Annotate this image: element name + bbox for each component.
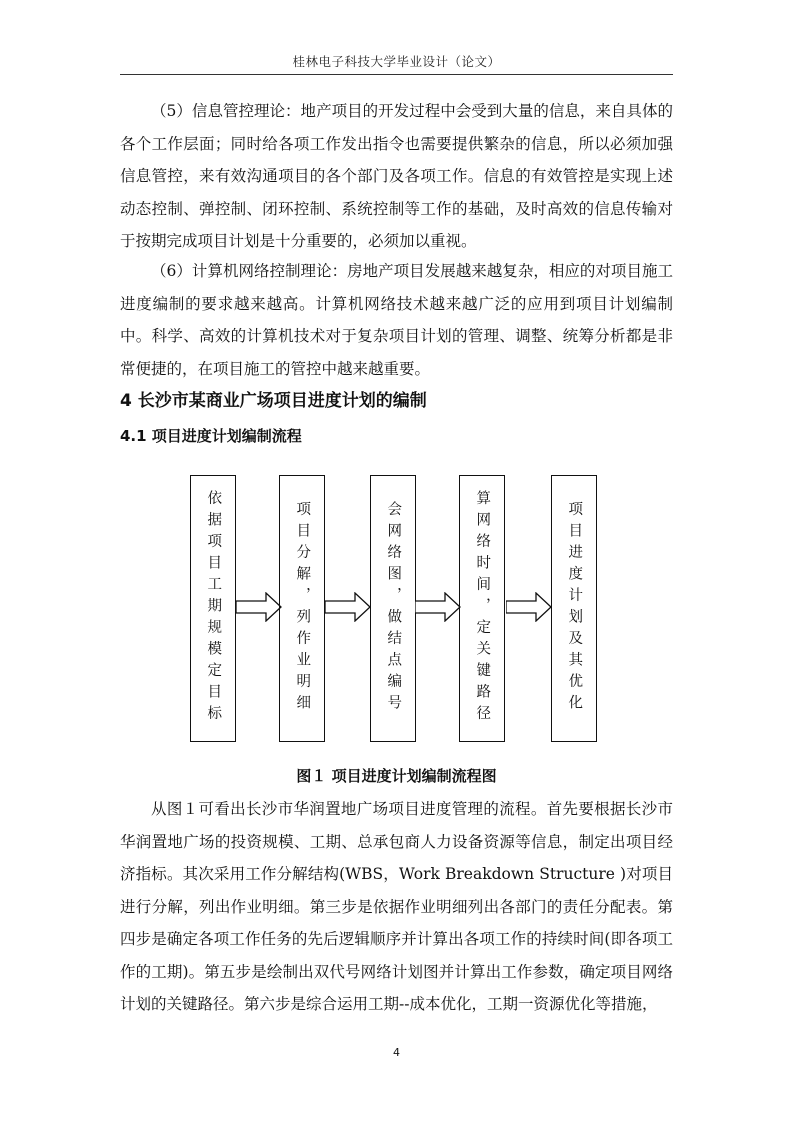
paragraph-network-control: （6）计算机网络控制理论：房地产项目发展越来越复杂，相应的对项目施工进度编制的要求越来越高。计算机网络技术越来越广泛的应用到项目计划编制中。科学、高效的计算机技术对于复杂项目计划的管理、调整、统筹分析都是非常便捷的，在项目施工的管控中越来越重要。 <box>120 262 673 378</box>
flow-arrow-3-icon <box>415 592 461 622</box>
flow-step-1-label: 依据项目工期规模定目标 <box>205 490 222 727</box>
flow-step-5 <box>551 475 597 742</box>
header-rule <box>120 74 673 75</box>
flow-step-3-label: 会网络图，做结点编号 <box>385 501 402 716</box>
paragraph-info-control: （5）信息管控理论：地产项目的开发过程中会受到大量的信息，来自具体的各个工作层面；同时给各项工作发出指令也需要提供繁杂的信息，所以必须加强信息管控，来有效沟通项目的各个部门及各项工作。信息的有效管控是实现上述动态控制、弹控制、闭环控制、系统控制等工作的基础，及时高效的信息传输对于按期完成项目计划是十分重要的，必须加以重视。 <box>120 102 673 250</box>
paragraph-flow-description: 从图１可看出长沙市华润置地广场项目进度管理的流程。首先要根据长沙市华润置地广场的投资规模、工期、总承包商人力设备资源等信息，制定出项目经济指标。其次采用工作分解结构(WBS，Work Breakdown Structure )对项目进行分解，列出作业明细。第三步是依据作业明细列出各部门的责任分配表。第四步是确定各项工作任务的先后逻辑顺序并计算出各项工作的持续时间(即各项工作的工期)。第五步是绘制出双代号网络计划图并计算出工作参数，确定项目网络计划的关键路径。第六步是综合运用工期--成本优化，工期一资源优化等措施， <box>120 800 673 1013</box>
flow-step-4 <box>459 475 505 742</box>
flow-step-1 <box>190 475 236 742</box>
flow-arrow-1-icon <box>236 592 282 622</box>
flow-step-2-label: 项目分解，列作业明细 <box>294 501 311 716</box>
running-header: 桂林电子科技大学毕业设计（论文） <box>292 54 501 69</box>
page-number: 4 <box>393 1046 400 1059</box>
section-heading-4: 4 长沙市某商业广场项目进度计划的编制 <box>120 391 427 411</box>
section-heading-4-1: 4.1 项目进度计划编制流程 <box>120 427 302 445</box>
flow-arrow-2-icon <box>325 592 371 622</box>
flow-step-3 <box>370 475 416 742</box>
figure-caption: 图１ 项目进度计划编制流程图 <box>296 767 497 785</box>
flow-arrow-4-icon <box>506 592 552 622</box>
flow-step-4-label: 算网络时间，定关键路径 <box>474 490 491 727</box>
flow-step-5-label: 项目进度计划及其优化 <box>566 501 583 716</box>
flow-step-2 <box>279 475 325 742</box>
